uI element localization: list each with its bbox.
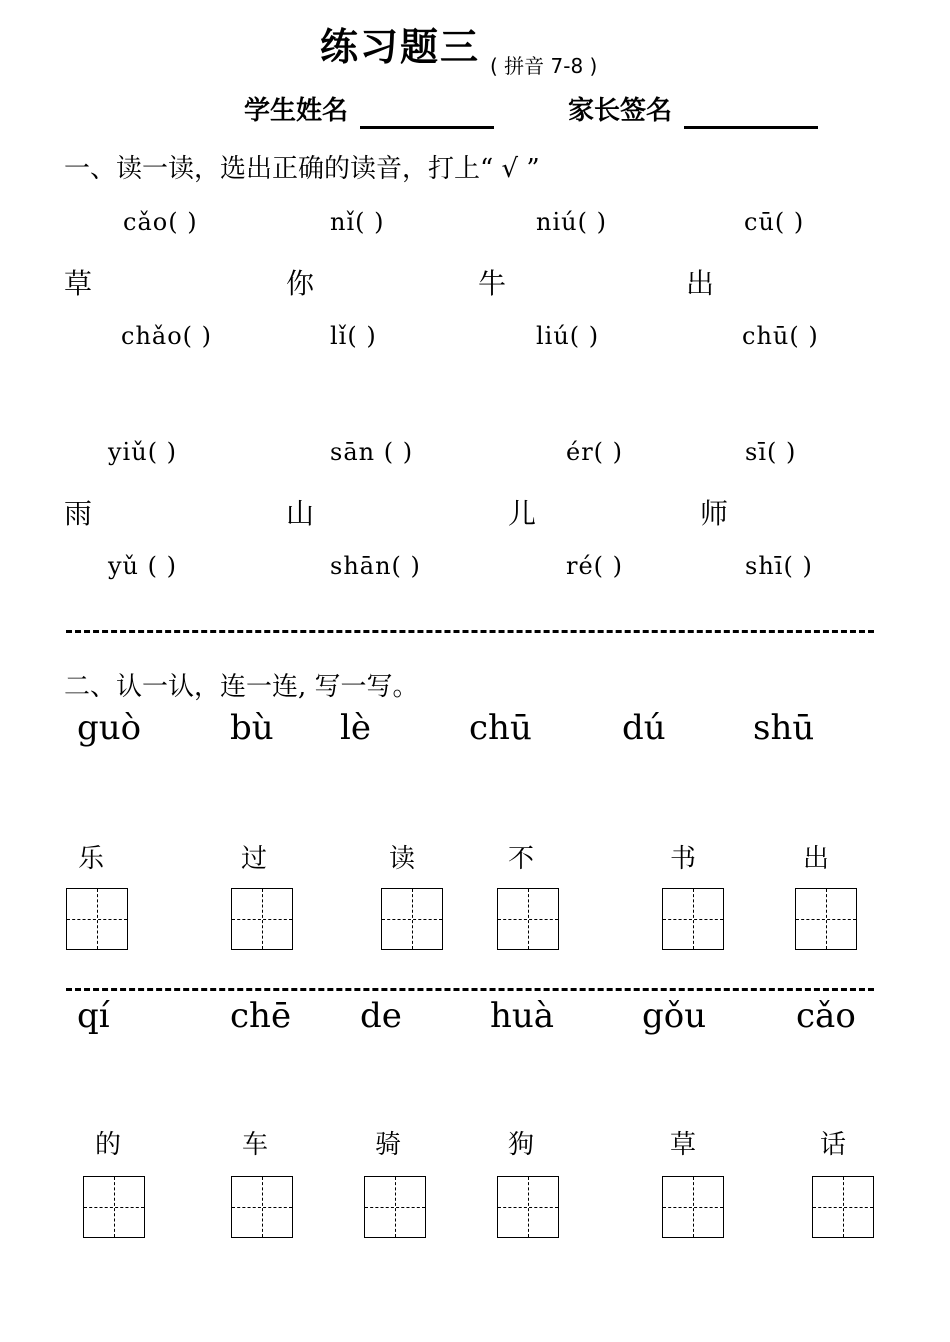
option-niu[interactable]: niú( )	[536, 208, 607, 236]
option-si[interactable]: sī( )	[745, 438, 797, 466]
pinyin-gou[interactable]: gǒu	[642, 996, 707, 1036]
option-shan[interactable]: shān( )	[330, 552, 421, 580]
char-shan: 山	[286, 497, 315, 530]
option-ni[interactable]: nǐ( )	[330, 208, 385, 236]
student-name-label: 学生姓名	[244, 96, 349, 126]
parent-signature-label: 家长签名	[568, 96, 673, 126]
option-shi[interactable]: shī( )	[745, 552, 813, 580]
char-de[interactable]: 的	[95, 1130, 122, 1160]
pinyin-che[interactable]: chē	[230, 996, 292, 1036]
writing-grid[interactable]	[497, 888, 559, 950]
char-chu: 出	[686, 267, 715, 300]
pinyin-le[interactable]: lè	[340, 708, 371, 748]
pinyin-cao[interactable]: cǎo	[796, 996, 856, 1036]
char-guo[interactable]: 过	[241, 844, 268, 874]
option-er[interactable]: ér( )	[566, 438, 624, 466]
option-chu[interactable]: chū( )	[742, 322, 819, 350]
option-liu[interactable]: liú( )	[536, 322, 600, 350]
writing-grid[interactable]	[662, 1176, 724, 1238]
char-shi: 师	[700, 497, 729, 530]
writing-grid[interactable]	[795, 888, 857, 950]
option-san[interactable]: sān ( )	[330, 438, 414, 466]
option-re[interactable]: ré( )	[566, 552, 624, 580]
writing-grid[interactable]	[812, 1176, 874, 1238]
char-cao: 草	[64, 267, 93, 300]
char-shu[interactable]: 书	[670, 844, 697, 874]
char-cao-2[interactable]: 草	[670, 1130, 697, 1160]
option-yu[interactable]: yǔ ( )	[108, 552, 177, 580]
pinyin-chu[interactable]: chū	[469, 708, 532, 748]
char-yu: 雨	[64, 497, 93, 530]
char-chu-2[interactable]: 出	[803, 844, 830, 874]
student-name-field[interactable]	[360, 126, 494, 129]
parent-signature-field[interactable]	[684, 126, 818, 129]
page-title: 练习题三	[320, 25, 481, 69]
option-chao[interactable]: chǎo( )	[121, 322, 213, 350]
char-bu[interactable]: 不	[508, 844, 535, 874]
writing-grid[interactable]	[381, 888, 443, 950]
pinyin-bu[interactable]: bù	[230, 708, 274, 748]
section1-heading: 一、读一读，选出正确的读音，打上“ √ ”	[64, 154, 540, 184]
char-ni: 你	[286, 267, 315, 300]
option-yiu[interactable]: yiǔ( )	[108, 438, 178, 466]
writing-grid[interactable]	[83, 1176, 145, 1238]
option-cu[interactable]: cū( )	[744, 208, 805, 236]
option-li[interactable]: lǐ( )	[330, 322, 377, 350]
char-er: 儿	[508, 497, 537, 530]
pinyin-hua[interactable]: huà	[490, 996, 555, 1036]
char-du[interactable]: 读	[389, 844, 416, 874]
writing-grid[interactable]	[66, 888, 128, 950]
pinyin-shu[interactable]: shū	[753, 708, 815, 748]
char-gou[interactable]: 狗	[508, 1130, 535, 1160]
char-che[interactable]: 车	[242, 1130, 269, 1160]
section-divider	[66, 630, 874, 633]
pinyin-qi[interactable]: qí	[77, 996, 110, 1036]
option-cao[interactable]: cǎo( )	[123, 208, 198, 236]
pinyin-guo[interactable]: guò	[77, 708, 142, 748]
writing-grid[interactable]	[364, 1176, 426, 1238]
writing-grid[interactable]	[231, 1176, 293, 1238]
char-niu: 牛	[478, 267, 507, 300]
page-subtitle: ( 拼音 7-8 )	[490, 54, 598, 78]
pinyin-du[interactable]: dú	[622, 708, 666, 748]
char-qi[interactable]: 骑	[375, 1130, 402, 1160]
writing-grid[interactable]	[231, 888, 293, 950]
char-le[interactable]: 乐	[78, 844, 105, 874]
writing-grid[interactable]	[497, 1176, 559, 1238]
writing-grid[interactable]	[662, 888, 724, 950]
pinyin-de[interactable]: de	[360, 996, 402, 1036]
row-divider	[66, 988, 874, 991]
section2-heading: 二、认一认，连一连, 写一写。	[64, 672, 419, 702]
char-hua[interactable]: 话	[820, 1130, 847, 1160]
